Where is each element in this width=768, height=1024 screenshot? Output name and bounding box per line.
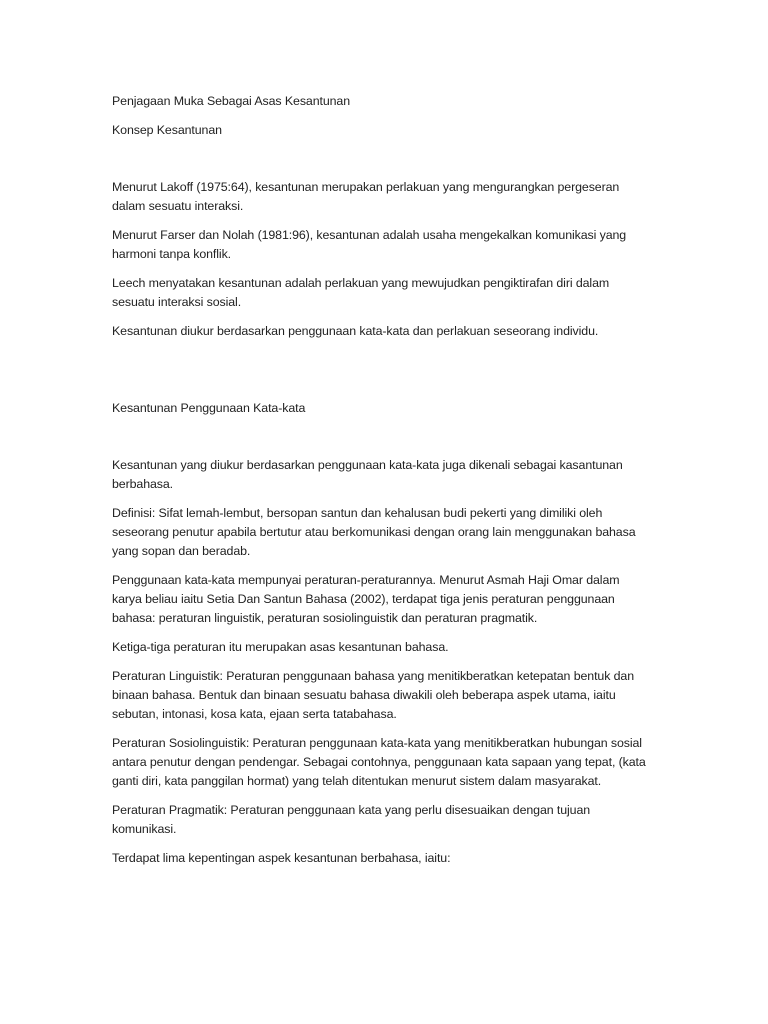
paragraph-peraturan-sosiolinguistik: Peraturan Sosiolinguistik: Peraturan penggunaan kata-kata yang menitikberatkan hubungan sosial antara penutur dengan pendengar. Sebagai contohnya, penggunaan kata sapaan yang tepat, (kata ganti diri, kata panggilan hormat) yang telah ditentukan menurut sistem dalam masyarakat. [112,736,646,788]
document-subtitle: Konsep Kesantunan [112,123,222,137]
paragraph-kesantunan-diukur: Kesantunan diukur berdasarkan penggunaan kata-kata dan perlakuan seseorang individu. [112,324,599,338]
paragraph-farser-nolah: Menurut Farser dan Nolah (1981:96), kesantunan adalah usaha mengekalkan komunikasi yang harmoni tanpa konflik. [112,228,627,261]
paragraph-lima-kepentingan: Terdapat lima kepentingan aspek kesantunan berbahasa, iaitu: [112,851,451,865]
paragraph-lakoff: Menurut Lakoff (1975:64), kesantunan merupakan perlakuan yang mengurangkan pergeseran dalam sesuatu interaksi. [112,180,620,213]
document-body [112,92,652,878]
paragraph-kesantunan-berbahasa: Kesantunan yang diukur berdasarkan penggunaan kata-kata juga dikenali sebagai kasantunan berbahasa. [112,458,623,491]
document-title: Penjagaan Muka Sebagai Asas Kesantunan [112,94,350,108]
paragraph-definisi: Definisi: Sifat lemah-lembut, bersopan santun dan kehalusan budi pekerti yang dimiliki oleh seseorang penutur apabila bertutur atau berkomunikasi dengan orang lain menggunakan bahasa yang sopan dan beradab. [112,506,636,558]
paragraph-peraturan-pragmatik: Peraturan Pragmatik: Peraturan penggunaan kata yang perlu disesuaikan dengan tujuan komunikasi. [112,803,591,836]
paragraph-ketiga-tiga: Ketiga-tiga peraturan itu merupakan asas kesantunan bahasa. [112,640,449,654]
paragraph-leech: Leech menyatakan kesantunan adalah perlakuan yang mewujudkan pengiktirafan diri dalam sesuatu interaksi sosial. [112,276,610,309]
paragraph-peraturan-linguistik: Peraturan Linguistik: Peraturan penggunaan bahasa yang menitikberatkan ketepatan bentuk dan binaan bahasa. Bentuk dan binaan sesuatu bahasa diwakili oleh beberapa aspek utama, iaitu sebutan, intonasi, kosa kata, ejaan serta tatabahasa. [112,669,635,721]
paragraph-peraturan-penggunaan: Penggunaan kata-kata mempunyai peraturan-peraturannya. Menurut Asmah Haji Omar dalam karya beliau iaitu Setia Dan Santun Bahasa (2002), terdapat tiga jenis peraturan penggunaan bahasa: peraturan linguistik, peraturan sosiolinguistik dan peraturan pragmatik. [112,573,620,625]
section-heading: Kesantunan Penggunaan Kata-kata [112,401,306,415]
